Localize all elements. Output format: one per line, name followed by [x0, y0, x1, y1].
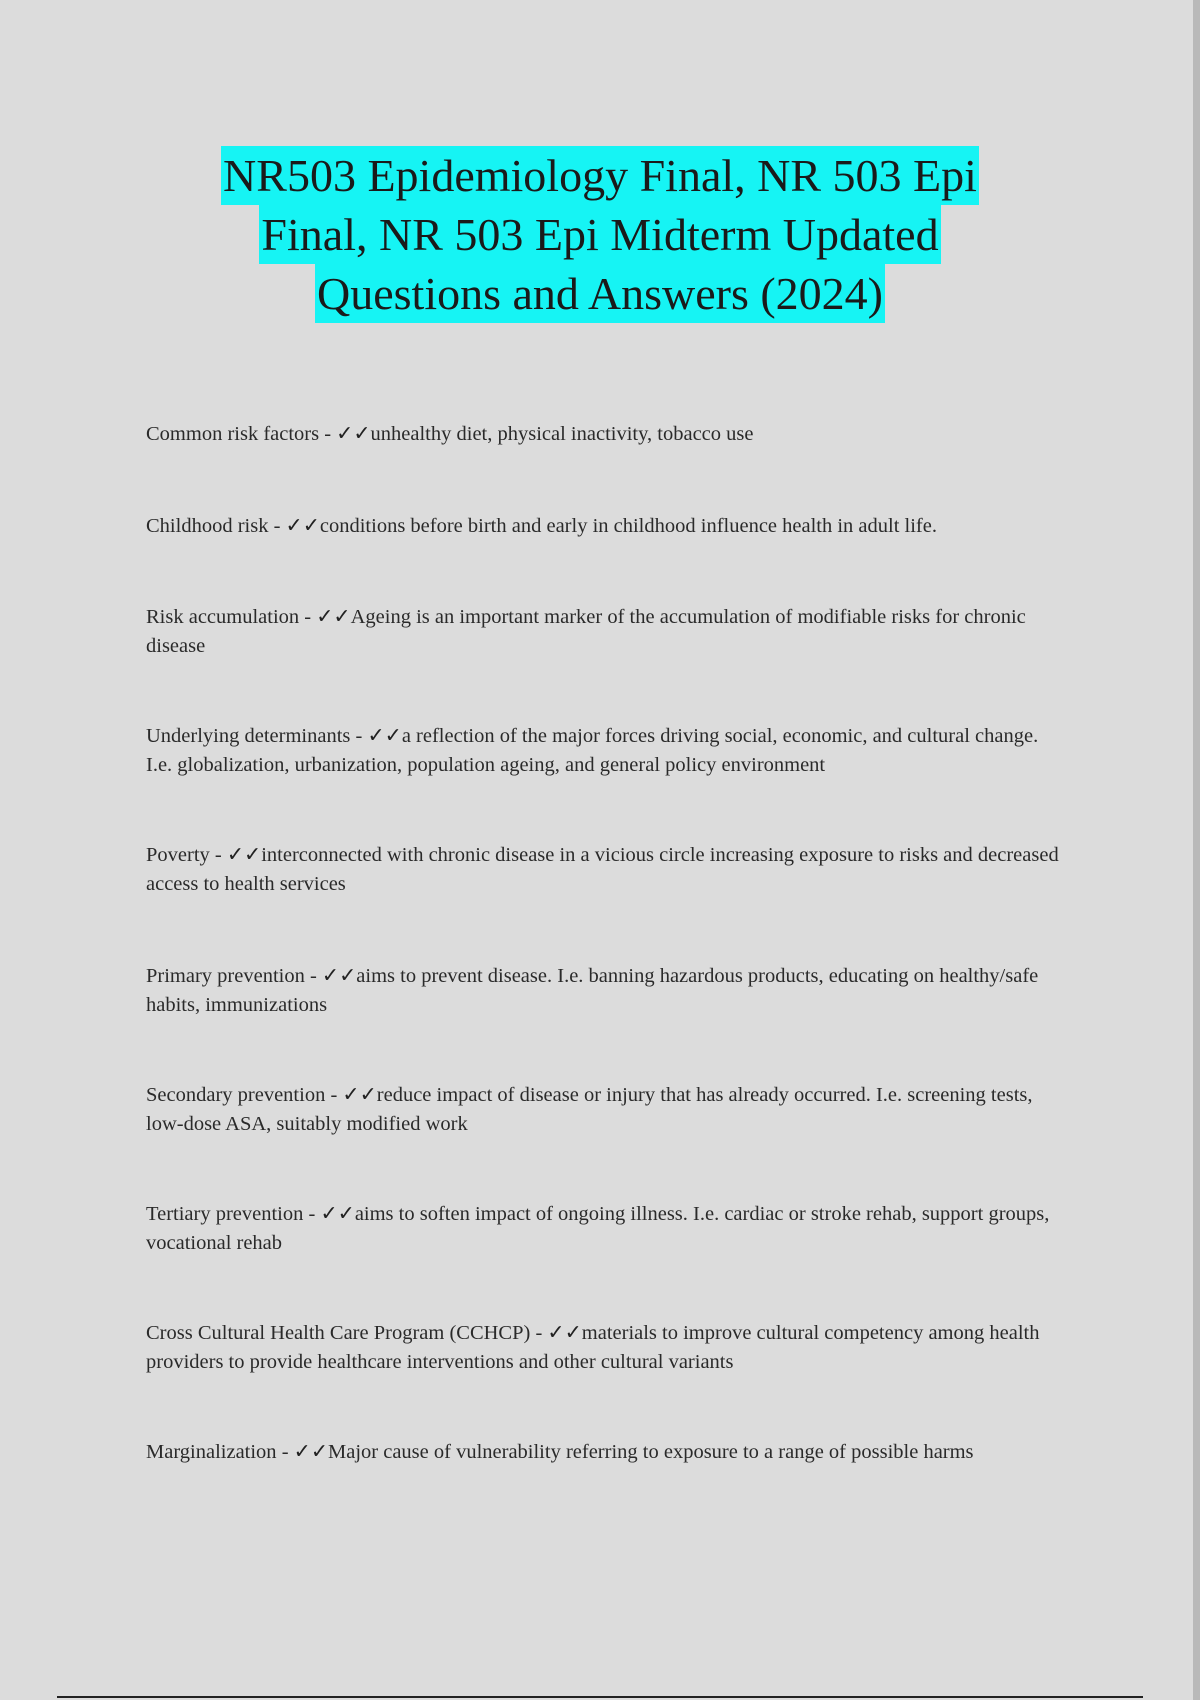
double-check-icon: ✓✓ — [547, 1322, 582, 1344]
entry-separator: - — [530, 1322, 548, 1344]
entry-definition: unhealthy diet, physical inactivity, tobacco use — [370, 423, 754, 445]
entry-definition: aims to prevent disease. I.e. banning hazardous products, educating on healthy/safe habits, immunizations — [146, 965, 1039, 1016]
qa-entry — [146, 722, 1066, 780]
double-check-icon: ✓✓ — [342, 1084, 377, 1106]
entry-term: Risk accumulation — [146, 606, 300, 628]
page-edge-shadow — [1193, 0, 1200, 1700]
qa-entry — [146, 1319, 1066, 1377]
entry-term: Marginalization — [146, 1441, 277, 1463]
entry-separator: - — [319, 423, 337, 445]
double-check-icon: ✓✓ — [316, 606, 351, 628]
qa-entry — [146, 841, 1066, 899]
entry-term: Tertiary prevention — [146, 1203, 304, 1225]
entry-definition: interconnected with chronic disease in a vicious circle increasing exposure to risks and decreased access to health services — [146, 844, 1059, 895]
entry-definition: Major cause of vulnerability referring to exposure to a range of possible harms — [328, 1441, 974, 1463]
entry-separator: - — [304, 965, 322, 987]
entry-separator: - — [299, 606, 317, 628]
entry-separator: - — [268, 515, 286, 537]
double-check-icon: ✓✓ — [336, 423, 371, 445]
qa-entry — [146, 962, 1066, 1020]
qa-entry — [146, 603, 1066, 661]
double-check-icon: ✓✓ — [367, 725, 402, 747]
entry-term: Cross Cultural Health Care Program (CCHCP) — [146, 1322, 531, 1344]
entry-term: Underlying determinants — [146, 725, 351, 747]
entry-separator: - — [325, 1084, 343, 1106]
entry-definition: conditions before birth and early in childhood influence health in adult life. — [319, 515, 937, 537]
bottom-divider — [57, 1696, 1143, 1698]
double-check-icon: ✓✓ — [285, 515, 320, 537]
qa-entry — [146, 512, 1066, 541]
entry-definition: aims to soften impact of ongoing illness. I.e. cardiac or stroke rehab, support groups, vocational rehab — [146, 1203, 1050, 1254]
entry-term: Secondary prevention — [146, 1084, 326, 1106]
double-check-icon: ✓✓ — [320, 1203, 355, 1225]
entry-separator: - — [303, 1203, 321, 1225]
double-check-icon: ✓✓ — [226, 844, 262, 866]
entry-definition: Ageing is an important marker of the accumulation of modifiable risks for chronic disease — [146, 606, 1026, 657]
entry-separator: - — [276, 1441, 294, 1463]
entry-definition: reduce impact of disease or injury that has already occurred. I.e. screening tests, low-dose ASA, suitably modified work — [146, 1084, 1033, 1135]
document-title — [100, 146, 1100, 323]
double-check-icon: ✓✓ — [321, 965, 357, 987]
qa-entry — [146, 420, 1066, 449]
entry-term: Primary prevention — [146, 965, 305, 987]
entry-separator: - — [209, 844, 227, 866]
title-line: Questions and Answers (2024) — [315, 264, 885, 323]
entry-definition: materials to improve cultural competency among health providers to provide healthcare interventions and other cultural variants — [146, 1322, 1040, 1373]
entry-term: Poverty — [146, 844, 210, 866]
qa-entry — [146, 1438, 1066, 1467]
entry-separator: - — [350, 725, 368, 747]
double-check-icon: ✓✓ — [293, 1441, 328, 1463]
title-line: NR503 Epidemiology Final, NR 503 Epi — [221, 146, 979, 205]
entry-term: Common risk factors — [146, 423, 320, 445]
entry-term: Childhood risk — [146, 515, 269, 537]
entry-definition: a reflection of the major forces driving social, economic, and cultural change. I.e. globalization, urbanization, population ageing, and general policy environment — [146, 725, 1039, 776]
qa-entry — [146, 1081, 1066, 1139]
title-line: Final, NR 503 Epi Midterm Updated — [259, 205, 940, 264]
qa-entry — [146, 1200, 1066, 1258]
